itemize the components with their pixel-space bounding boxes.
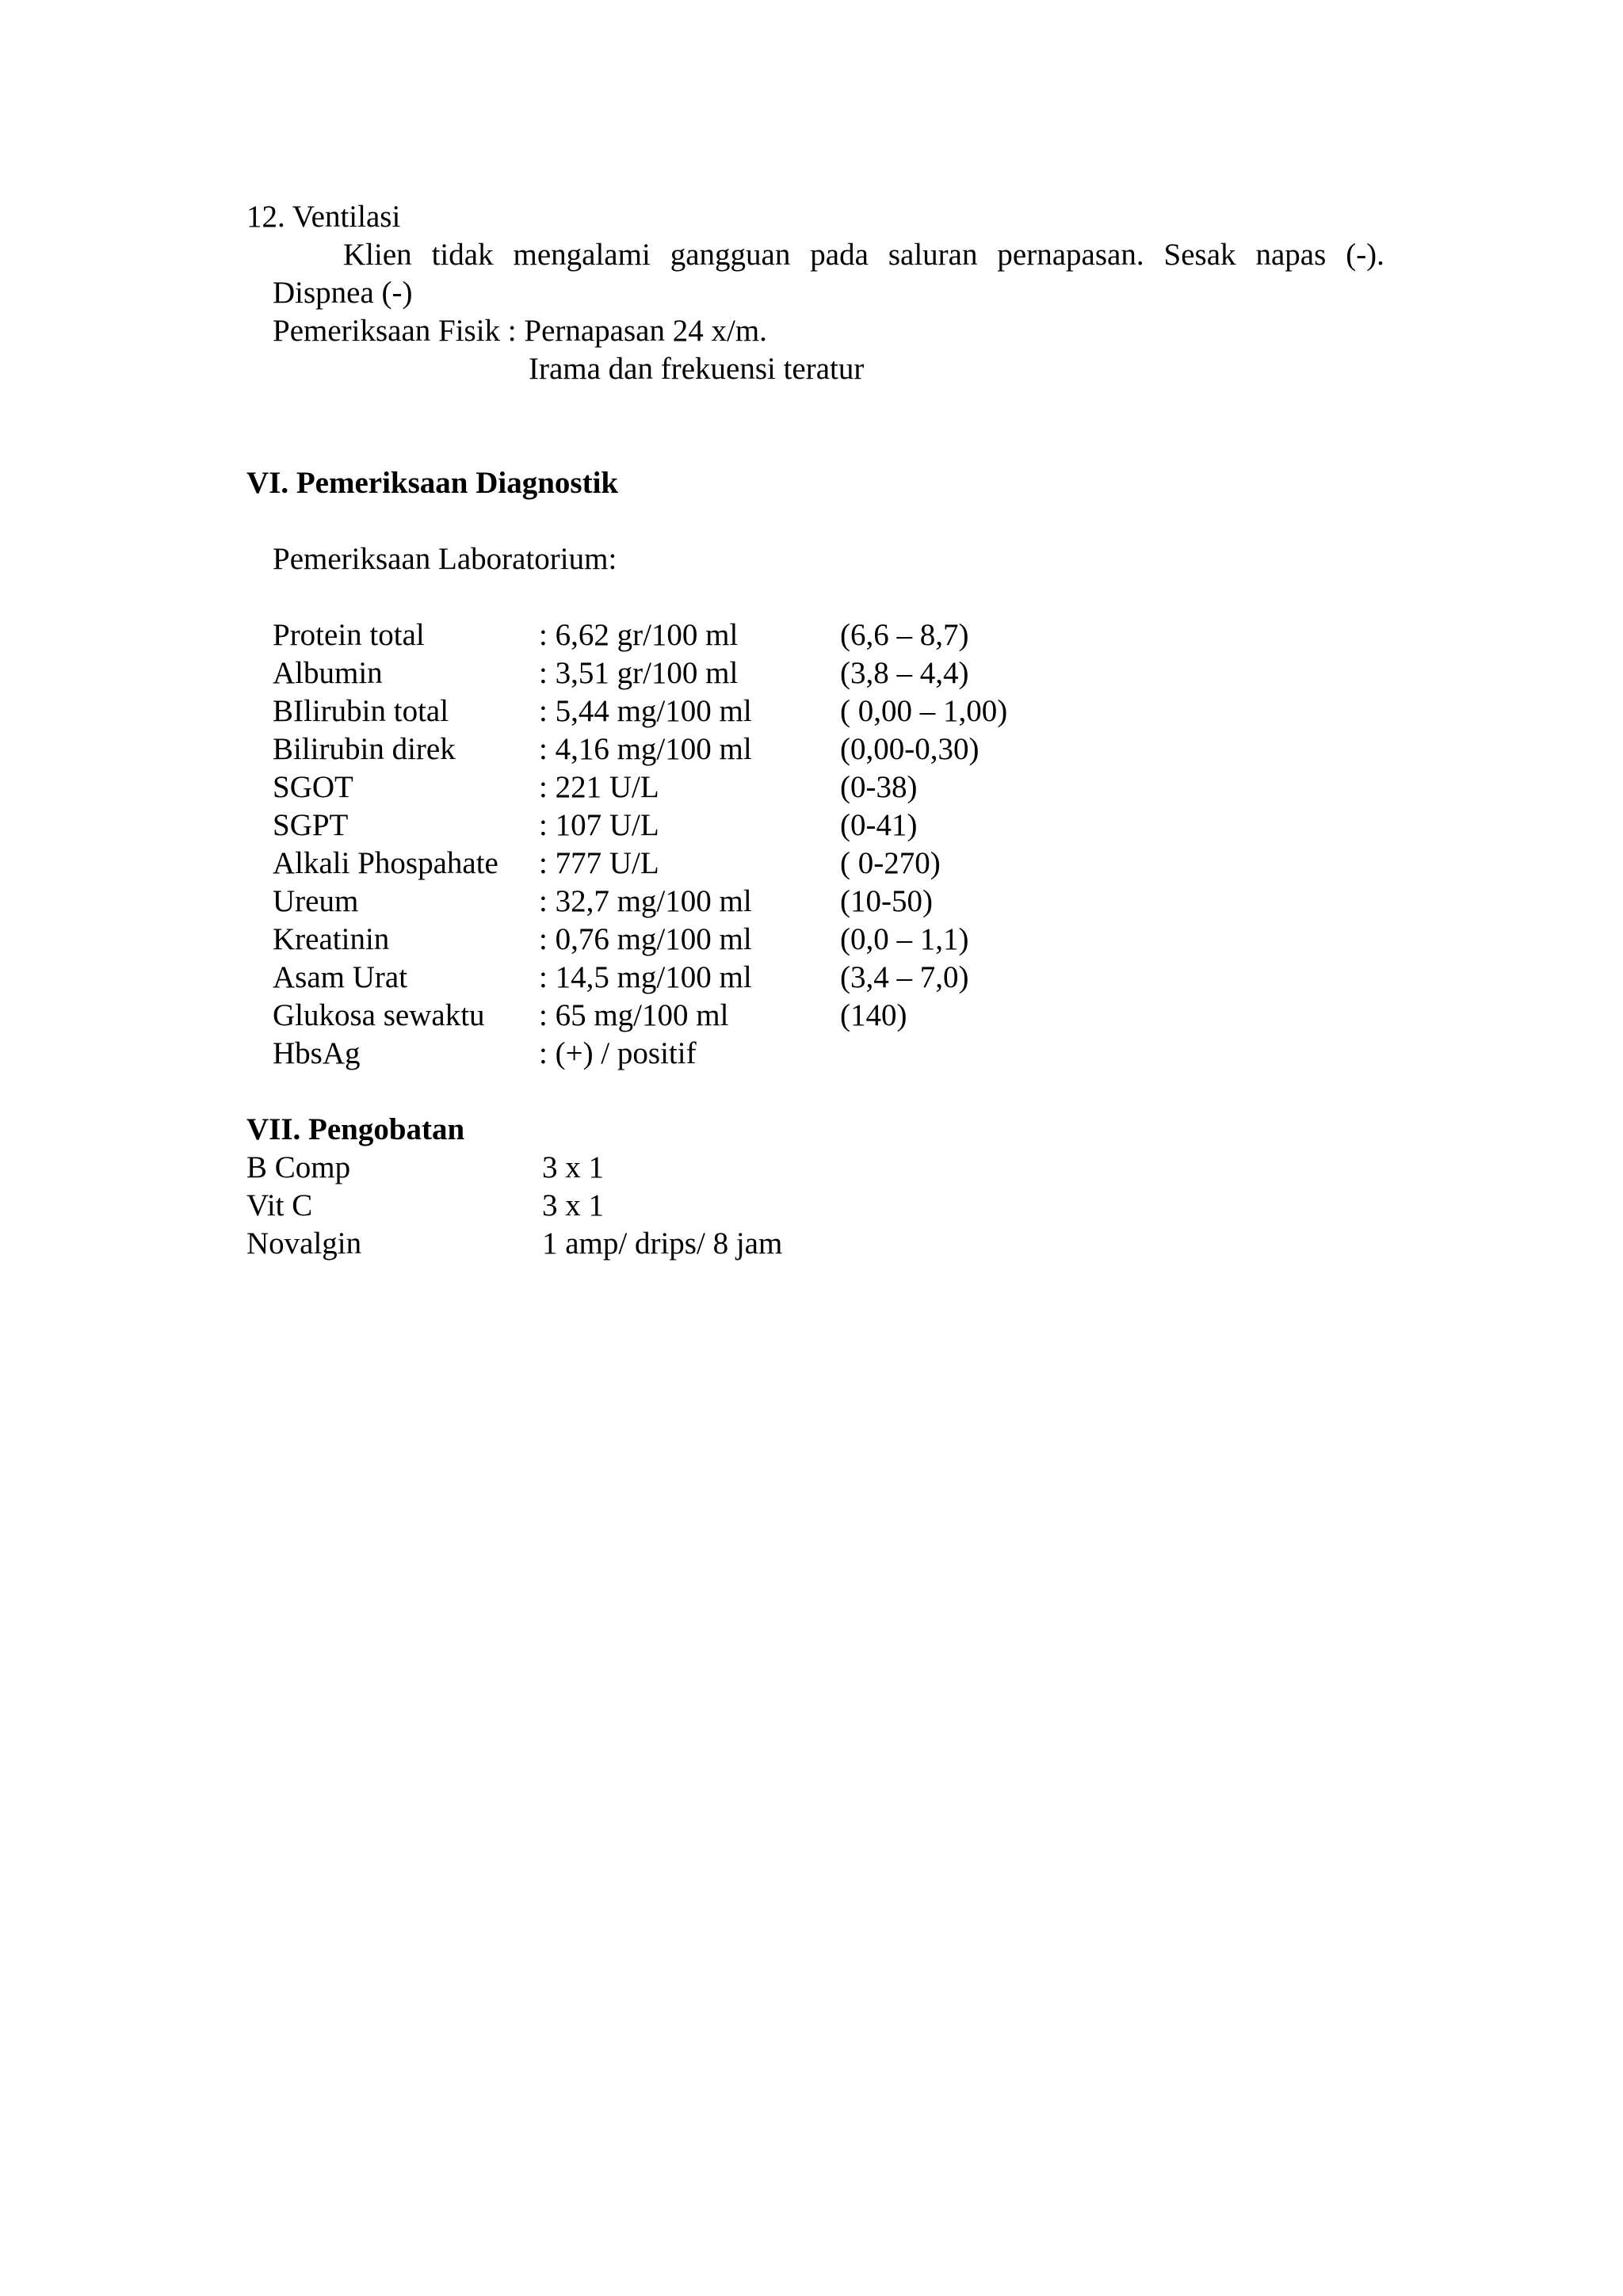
- paragraph-word: pernapasan.: [997, 238, 1144, 272]
- lab-test-name: Glukosa sewaktu: [273, 998, 485, 1032]
- lab-test-name: Protein total: [273, 618, 425, 652]
- lab-test-value: : 32,7 mg/100 ml: [539, 884, 752, 918]
- pengobatan-heading: VII. Pengobatan: [246, 1112, 465, 1146]
- table-row: [0, 730, 1623, 769]
- table-row: [0, 769, 1623, 807]
- lab-test-value: : 107 U/L: [539, 808, 659, 842]
- lab-test-name: Kreatinin: [273, 922, 390, 956]
- lab-test-name: SGPT: [273, 808, 349, 842]
- medication-name: Vit C: [246, 1188, 313, 1222]
- table-row: [0, 959, 1623, 997]
- list-item: [0, 1187, 1623, 1225]
- paragraph-word: Klien: [343, 238, 412, 272]
- lab-test-name: Albumin: [273, 656, 383, 690]
- table-row: [0, 997, 1623, 1035]
- lab-test-reference: (0-38): [840, 770, 918, 804]
- lab-test-value: : 5,44 mg/100 ml: [539, 694, 752, 728]
- paragraph-word: gangguan: [670, 238, 791, 272]
- ventilasi-heading: 12. Ventilasi: [246, 200, 401, 234]
- lab-test-value: : 777 U/L: [539, 846, 659, 880]
- paragraph-word: Sesak: [1163, 238, 1236, 272]
- medication-dose: 1 amp/ drips/ 8 jam: [542, 1226, 783, 1261]
- lab-test-reference: (6,6 – 8,7): [840, 618, 969, 652]
- lab-test-value: : 4,16 mg/100 ml: [539, 732, 752, 766]
- lab-test-name: SGOT: [273, 770, 353, 804]
- table-row: [0, 692, 1623, 730]
- lab-test-value: : 6,62 gr/100 ml: [539, 618, 739, 652]
- lab-test-name: Alkali Phospahate: [273, 846, 498, 880]
- lab-test-reference: (140): [840, 998, 907, 1032]
- physical-exam-line: Pemeriksaan Fisik : Pernapasan 24 x/m.: [273, 314, 767, 348]
- lab-test-value: : 65 mg/100 ml: [539, 998, 729, 1032]
- diagnostik-heading: VI. Pemeriksaan Diagnostik: [246, 466, 619, 500]
- table-row: [0, 807, 1623, 845]
- table-row: [0, 616, 1623, 654]
- paragraph-word: tidak: [431, 238, 494, 272]
- medication-dose: 3 x 1: [542, 1188, 604, 1222]
- table-row: [0, 1035, 1623, 1073]
- ventilasi-paragraph-continuation: Dispnea (-): [273, 276, 413, 310]
- medication-name: Novalgin: [246, 1226, 362, 1261]
- paragraph-word: (-).: [1346, 238, 1384, 272]
- table-row: [0, 883, 1623, 921]
- lab-test-name: Asam Urat: [273, 960, 408, 994]
- physical-exam-line-2: Irama dan frekuensi teratur: [529, 352, 865, 386]
- lab-test-reference: (0,0 – 1,1): [840, 922, 969, 956]
- lab-test-name: Ureum: [273, 884, 359, 918]
- lab-test-value: : (+) / positif: [539, 1036, 697, 1070]
- paragraph-word: mengalami: [513, 238, 651, 272]
- lab-test-reference: (0,00-0,30): [840, 732, 980, 766]
- paragraph-word: saluran: [888, 238, 978, 272]
- lab-test-reference: (3,8 – 4,4): [840, 656, 969, 690]
- lab-test-name: BIlirubin total: [273, 694, 449, 728]
- lab-test-reference: ( 0,00 – 1,00): [840, 694, 1008, 728]
- lab-subheading: Pemeriksaan Laboratorium:: [273, 542, 617, 576]
- lab-test-value: : 0,76 mg/100 ml: [539, 922, 752, 956]
- table-row: [0, 654, 1623, 692]
- medication-name: B Comp: [246, 1150, 351, 1184]
- lab-test-reference: (10-50): [840, 884, 933, 918]
- ventilasi-paragraph: [343, 236, 1384, 274]
- lab-test-value: : 221 U/L: [539, 770, 659, 804]
- list-item: [0, 1225, 1623, 1263]
- table-row: [0, 921, 1623, 959]
- lab-test-name: HbsAg: [273, 1036, 361, 1070]
- paragraph-word: napas: [1255, 238, 1327, 272]
- lab-test-name: Bilirubin direk: [273, 732, 456, 766]
- lab-test-reference: (3,4 – 7,0): [840, 960, 969, 994]
- lab-test-value: : 14,5 mg/100 ml: [539, 960, 752, 994]
- lab-test-reference: (0-41): [840, 808, 918, 842]
- lab-test-reference: ( 0-270): [840, 846, 941, 880]
- paragraph-word: pada: [810, 238, 869, 272]
- table-row: [0, 845, 1623, 883]
- lab-test-value: : 3,51 gr/100 ml: [539, 656, 739, 690]
- medication-dose: 3 x 1: [542, 1150, 604, 1184]
- list-item: [0, 1149, 1623, 1187]
